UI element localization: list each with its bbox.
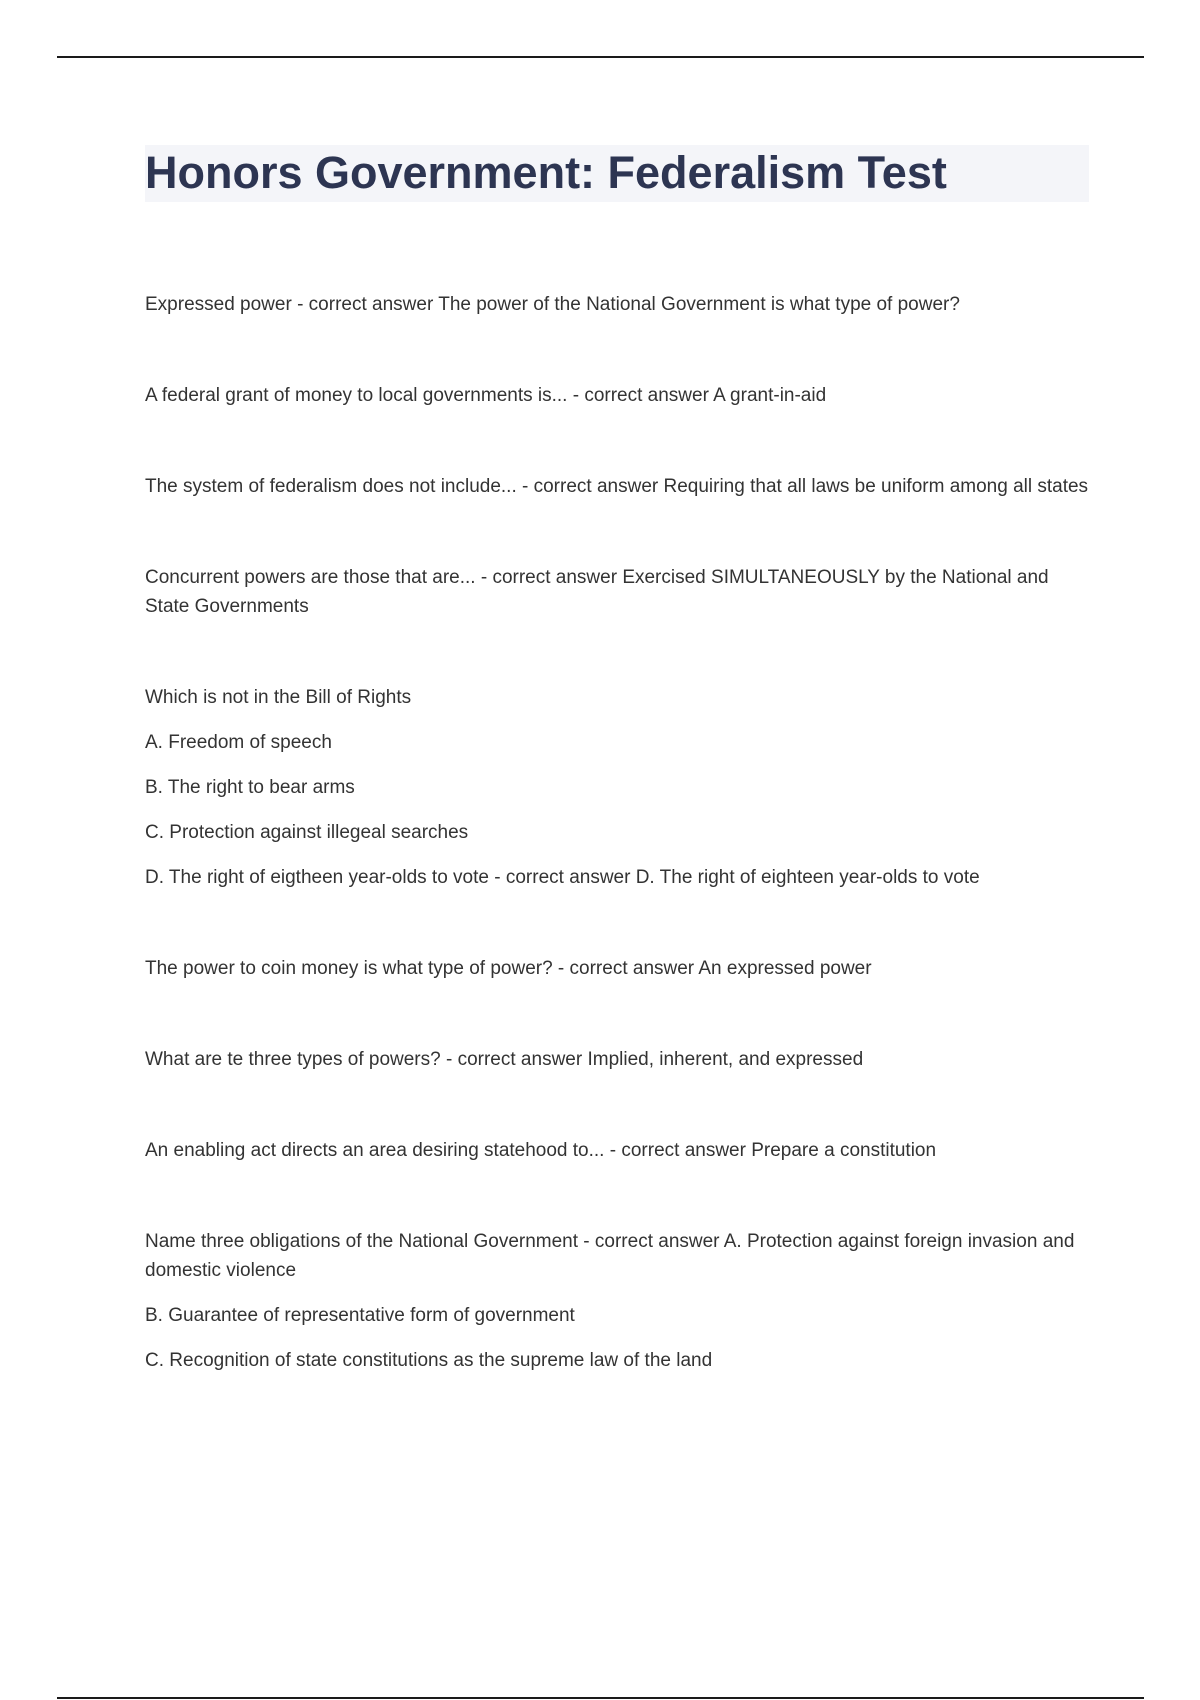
qa-item (145, 954, 1095, 983)
qa-line: The power to coin money is what type of power? - correct answer An expressed power (145, 958, 872, 979)
qa-item (145, 1227, 1095, 1375)
qa-option: C. Protection against illegeal searches (145, 822, 469, 843)
qa-line: What are te three types of powers? - correct answer Implied, inherent, and expressed (145, 1049, 864, 1070)
qa-option: B. Guarantee of representative form of government (145, 1305, 575, 1326)
qa-option: D. The right of eigtheen year-olds to vote - correct answer D. The right of eighteen year-olds to vote (145, 867, 980, 888)
qa-question: Which is not in the Bill of Rights (145, 687, 412, 708)
qa-item (145, 472, 1095, 501)
qa-line: The system of federalism does not include... - correct answer Requiring that all laws be uniform among all states (145, 476, 1089, 497)
question-list (145, 290, 1095, 1437)
page-title: Honors Government: Federalism Test (145, 147, 947, 198)
qa-option: C. Recognition of state constitutions as the supreme law of the land (145, 1350, 713, 1371)
qa-item (145, 381, 1095, 410)
bottom-divider (57, 1697, 1144, 1699)
qa-item (145, 1045, 1095, 1074)
qa-line: A federal grant of money to local governments is... - correct answer A grant-in-aid (145, 385, 827, 406)
qa-option: B. The right to bear arms (145, 777, 355, 798)
qa-line: Expressed power - correct answer The power of the National Government is what type of power? (145, 294, 960, 315)
qa-item (145, 1136, 1095, 1165)
qa-item (145, 290, 1095, 319)
qa-option: A. Freedom of speech (145, 732, 332, 753)
top-divider (57, 56, 1144, 58)
qa-item (145, 683, 1095, 892)
qa-line: Concurrent powers are those that are... - correct answer Exercised SIMULTANEOUSLY by the National and State Governments (145, 567, 1049, 617)
qa-item (145, 563, 1095, 621)
qa-line: An enabling act directs an area desiring statehood to... - correct answer Prepare a constitution (145, 1140, 937, 1161)
qa-question: Name three obligations of the National Government - correct answer A. Protection against foreign invasion and domestic violence (145, 1231, 1075, 1281)
